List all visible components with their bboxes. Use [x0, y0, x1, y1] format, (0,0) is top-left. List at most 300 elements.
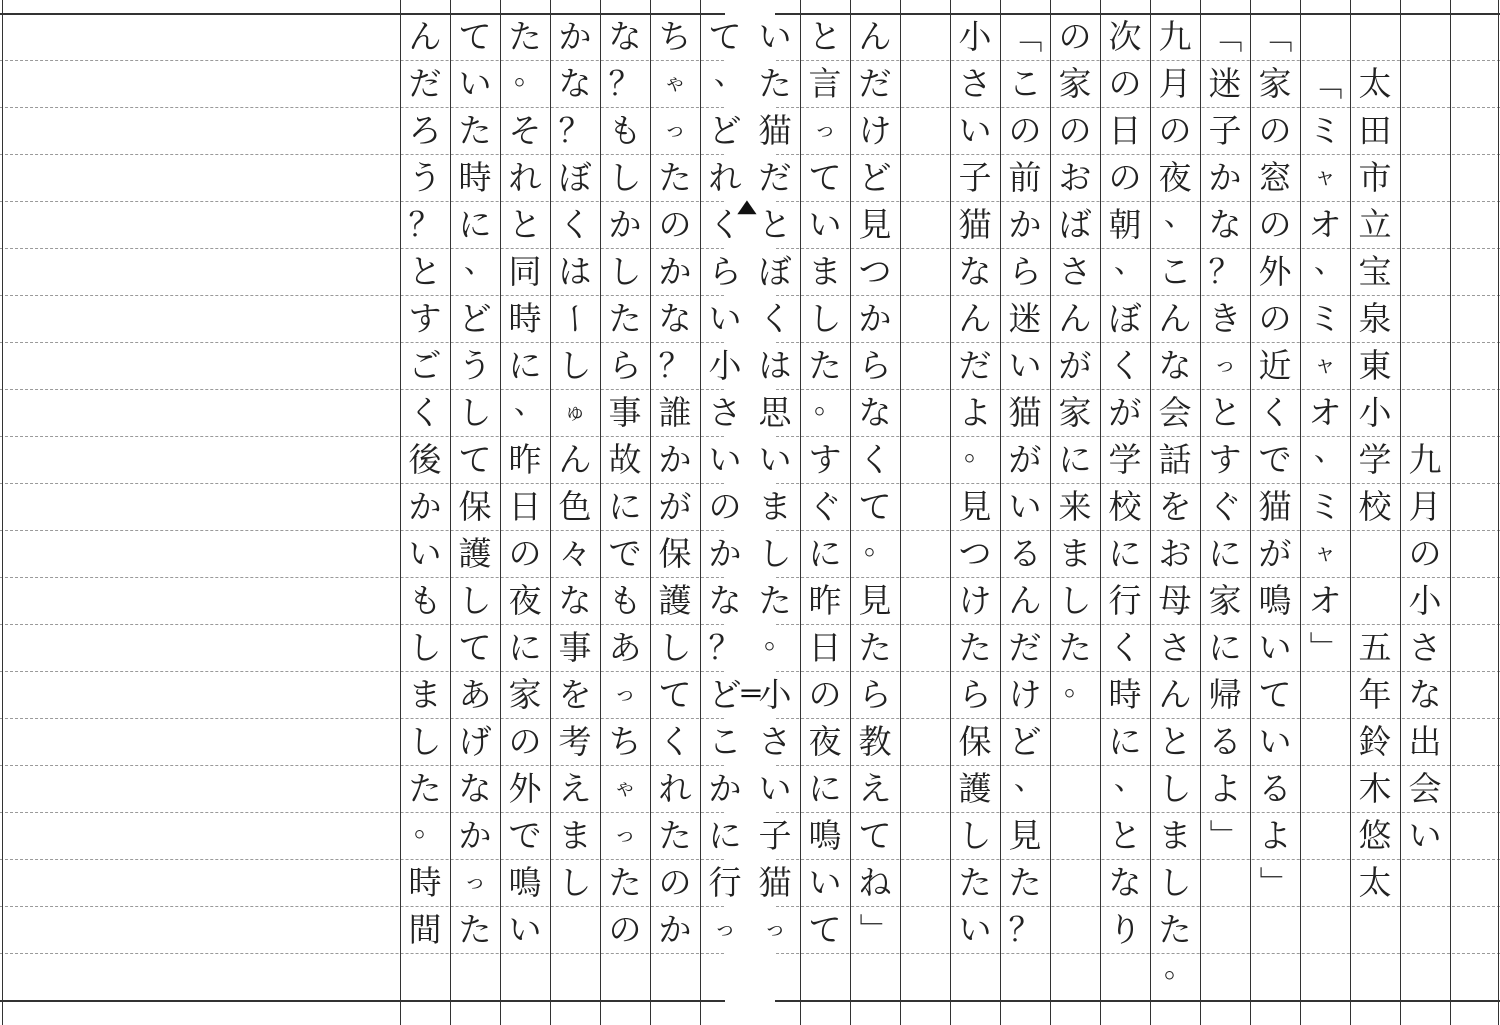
manuscript-char: 泉 — [1358, 299, 1392, 338]
gutter-mark-top: ▲ — [737, 196, 757, 217]
manuscript-char: う — [458, 346, 492, 385]
manuscript-char: ？ — [1208, 252, 1242, 291]
manuscript-char: な — [1158, 346, 1192, 385]
manuscript-char: い — [958, 111, 992, 150]
manuscript-char: と — [1208, 393, 1242, 432]
gutter-mark-middle: ＝ — [738, 680, 765, 710]
manuscript-char: た — [608, 299, 642, 338]
manuscript-char: つ — [958, 534, 992, 573]
manuscript-char: 間 — [408, 910, 442, 949]
manuscript-char: 、 — [514, 386, 544, 421]
manuscript-char: 田 — [1358, 111, 1392, 150]
manuscript-char: に — [708, 816, 742, 855]
manuscript-char: ぐ — [1208, 487, 1242, 526]
manuscript-char: い — [1008, 487, 1042, 526]
manuscript-char: ど — [708, 675, 742, 714]
manuscript-char: た — [658, 816, 692, 855]
manuscript-char: し — [1158, 769, 1192, 808]
manuscript-char: る — [1258, 769, 1292, 808]
manuscript-char: ん — [958, 299, 992, 338]
manuscript-char: 後 — [408, 440, 442, 479]
manuscript-char: の — [1108, 158, 1142, 197]
manuscript-char: 九 — [1408, 440, 1442, 479]
manuscript-char: え — [558, 769, 592, 808]
manuscript-char: ミ — [1308, 487, 1342, 526]
manuscript-char: だ — [1008, 628, 1042, 667]
manuscript-char: さ — [1058, 252, 1092, 291]
manuscript-char: え — [858, 769, 892, 808]
manuscript-char: 色 — [558, 487, 592, 526]
manuscript-char: 市 — [1358, 158, 1392, 197]
manuscript-char: て — [658, 675, 692, 714]
manuscript-char: た — [458, 111, 492, 150]
manuscript-char: 、 — [1114, 245, 1144, 280]
manuscript-char: お — [1058, 158, 1092, 197]
manuscript-char: い — [1408, 816, 1442, 855]
manuscript-char: か — [658, 252, 692, 291]
manuscript-char: と — [508, 205, 542, 244]
manuscript-char: し — [758, 534, 792, 573]
manuscript-char: ち — [658, 17, 692, 56]
manuscript-char: さ — [708, 393, 742, 432]
manuscript-char: か — [558, 17, 592, 56]
manuscript-char: な — [708, 581, 742, 620]
manuscript-char: ゃ — [663, 70, 686, 96]
manuscript-char: る — [1208, 722, 1242, 761]
manuscript-char: い — [1258, 628, 1292, 667]
manuscript-char: 。 — [964, 433, 994, 468]
manuscript-char: 学 — [1358, 440, 1392, 479]
manuscript-char: に — [808, 534, 842, 573]
manuscript-char: 故 — [608, 440, 642, 479]
manuscript-char: れ — [708, 158, 742, 197]
manuscript-char: 月 — [1408, 487, 1442, 526]
manuscript-char: が — [1108, 393, 1142, 432]
manuscript-char: 宝 — [1358, 252, 1392, 291]
manuscript-char: な — [608, 17, 642, 56]
manuscript-char: 東 — [1358, 346, 1392, 385]
manuscript-char: 、 — [464, 245, 494, 280]
manuscript-char: 。 — [814, 386, 844, 421]
manuscript-char: ら — [608, 346, 642, 385]
manuscript-char: た — [958, 628, 992, 667]
manuscript-char: い — [408, 534, 442, 573]
manuscript-char: 、 — [1314, 433, 1344, 468]
manuscript-char: ご — [408, 346, 442, 385]
manuscript-char: 鳴 — [508, 863, 542, 902]
manuscript-char: 校 — [1108, 487, 1142, 526]
manuscript-char: 護 — [458, 534, 492, 573]
manuscript-char: 時 — [508, 299, 542, 338]
manuscript-char: 日 — [808, 628, 842, 667]
manuscript-char: ミ — [1308, 299, 1342, 338]
manuscript-char: 、 — [1014, 762, 1044, 797]
manuscript-char: ャ — [1313, 352, 1336, 378]
manuscript-char: た — [458, 910, 492, 949]
manuscript-char: く — [1258, 393, 1292, 432]
manuscript-char: た — [408, 769, 442, 808]
manuscript-char: 行 — [1108, 581, 1142, 620]
manuscript-char: の — [808, 675, 842, 714]
manuscript-char: 立 — [1358, 205, 1392, 244]
manuscript-char: 子 — [958, 158, 992, 197]
manuscript-char: ら — [858, 675, 892, 714]
manuscript-char: オ — [1308, 205, 1342, 244]
manuscript-char: っ — [813, 117, 836, 143]
manuscript-char: 家 — [1258, 64, 1292, 103]
grid-column-line — [1450, 0, 1451, 1025]
manuscript-char: あ — [608, 628, 642, 667]
manuscript-char: し — [1058, 581, 1092, 620]
manuscript-char: 、 — [1114, 762, 1144, 797]
manuscript-char: く — [758, 299, 792, 338]
manuscript-char: 小 — [958, 17, 992, 56]
manuscript-char: だ — [758, 158, 792, 197]
manuscript-char: な — [558, 64, 592, 103]
grid-column-line — [900, 0, 901, 1025]
manuscript-char: て — [458, 440, 492, 479]
manuscript-char: し — [808, 299, 842, 338]
manuscript-char: の — [658, 205, 692, 244]
manuscript-char: 猫 — [958, 205, 992, 244]
manuscript-char: く — [408, 393, 442, 432]
manuscript-char: 「 — [1005, 20, 1045, 53]
manuscript-char: 五 — [1358, 628, 1392, 667]
manuscript-char: 同 — [508, 252, 542, 291]
manuscript-char: っ — [663, 117, 686, 143]
manuscript-char: ん — [1158, 675, 1192, 714]
manuscript-char: 迷 — [1208, 64, 1242, 103]
manuscript-char: の — [1258, 205, 1292, 244]
manuscript-char: 家 — [1058, 64, 1092, 103]
manuscript-char: ぼ — [758, 252, 792, 291]
manuscript-char: た — [758, 581, 792, 620]
manuscript-char: 見 — [858, 205, 892, 244]
manuscript-char: な — [858, 393, 892, 432]
manuscript-char: く — [558, 205, 592, 244]
manuscript-char: し — [408, 722, 442, 761]
manuscript-char: に — [458, 205, 492, 244]
manuscript-char: つ — [858, 252, 892, 291]
manuscript-char: っ — [1213, 352, 1236, 378]
manuscript-char: て — [458, 628, 492, 667]
manuscript-char: さ — [758, 722, 792, 761]
manuscript-char: 校 — [1358, 487, 1392, 526]
manuscript-char: か — [1008, 205, 1042, 244]
manuscript-char: 会 — [1158, 393, 1192, 432]
manuscript-char: く — [658, 722, 692, 761]
manuscript-char: の — [1158, 111, 1192, 150]
manuscript-char: 外 — [508, 769, 542, 808]
manuscript-char: の — [1258, 299, 1292, 338]
grid-column-line — [2, 0, 3, 1025]
manuscript-char: ー — [555, 302, 595, 335]
manuscript-char: に — [1208, 534, 1242, 573]
manuscript-char: た — [608, 863, 642, 902]
manuscript-char: い — [508, 910, 542, 949]
manuscript-char: っ — [613, 822, 636, 848]
manuscript-char: く — [1108, 628, 1142, 667]
manuscript-char: 会 — [1408, 769, 1442, 808]
manuscript-char: 迷 — [1008, 299, 1042, 338]
manuscript-char: ゃ — [613, 775, 636, 801]
manuscript-char: ば — [1058, 205, 1092, 244]
manuscript-char: い — [458, 64, 492, 103]
manuscript-char: の — [608, 910, 642, 949]
manuscript-char: ろ — [408, 111, 442, 150]
manuscript-char: 日 — [508, 487, 542, 526]
manuscript-char: き — [1208, 299, 1242, 338]
manuscript-char: く — [1108, 346, 1142, 385]
manuscript-char: の — [508, 534, 542, 573]
manuscript-char: さ — [1408, 628, 1442, 667]
manuscript-char: の — [708, 487, 742, 526]
manuscript-char: 。 — [864, 527, 894, 562]
manuscript-char: が — [1058, 346, 1092, 385]
manuscript-char: か — [858, 299, 892, 338]
manuscript-char: て — [1258, 675, 1292, 714]
manuscript-char: す — [408, 299, 442, 338]
manuscript-char: ？ — [608, 64, 642, 103]
manuscript-char: た — [658, 158, 692, 197]
manuscript-char: 鈴 — [1358, 722, 1392, 761]
manuscript-char: ？ — [708, 628, 742, 667]
manuscript-char: し — [458, 581, 492, 620]
manuscript-char: 夜 — [808, 722, 842, 761]
manuscript-char: 「 — [1255, 20, 1295, 53]
manuscript-char: し — [558, 863, 592, 902]
manuscript-char: 窓 — [1258, 158, 1292, 197]
manuscript-char: に — [1208, 628, 1242, 667]
manuscript-char: 九 — [1158, 17, 1192, 56]
manuscript-char: た — [808, 346, 842, 385]
manuscript-char: ま — [408, 675, 442, 714]
manuscript-char: 猫 — [758, 863, 792, 902]
manuscript-char: ？ — [408, 205, 442, 244]
manuscript-char: 子 — [758, 816, 792, 855]
manuscript-char: す — [808, 440, 842, 479]
manuscript-char: さ — [958, 64, 992, 103]
manuscript-char: を — [1158, 487, 1192, 526]
manuscript-char: か — [658, 440, 692, 479]
manuscript-char: い — [808, 863, 842, 902]
manuscript-char: も — [608, 581, 642, 620]
manuscript-char: 前 — [1008, 158, 1042, 197]
manuscript-char: オ — [1308, 581, 1342, 620]
manuscript-char: た — [508, 17, 542, 56]
manuscript-char: り — [1108, 910, 1142, 949]
manuscript-char: 母 — [1158, 581, 1192, 620]
manuscript-char: ん — [1008, 581, 1042, 620]
manuscript-char: れ — [508, 158, 542, 197]
manuscript-char: 小 — [1408, 581, 1442, 620]
manuscript-char: 事 — [608, 393, 642, 432]
manuscript-char: か — [458, 816, 492, 855]
manuscript-char: よ — [958, 393, 992, 432]
manuscript-char: 保 — [458, 487, 492, 526]
manuscript-char: い — [758, 17, 792, 56]
manuscript-char: 誰 — [658, 393, 692, 432]
manuscript-char: し — [958, 816, 992, 855]
manuscript-char: か — [408, 487, 442, 526]
manuscript-char: 、 — [714, 57, 744, 92]
manuscript-char: て — [458, 17, 492, 56]
manuscript-char: な — [1408, 675, 1442, 714]
manuscript-char: 太 — [1358, 863, 1392, 902]
manuscript-char: す — [1208, 440, 1242, 479]
manuscript-char: だ — [858, 64, 892, 103]
manuscript-char: 昨 — [508, 440, 542, 479]
manuscript-char: と — [1158, 722, 1192, 761]
manuscript-char: て — [808, 910, 842, 949]
manuscript-char: 護 — [658, 581, 692, 620]
manuscript-char: 事 — [558, 628, 592, 667]
manuscript-char: だ — [408, 64, 442, 103]
manuscript-char: 家 — [1058, 393, 1092, 432]
manuscript-char: 、 — [1164, 198, 1194, 233]
manuscript-char: ま — [808, 252, 842, 291]
manuscript-char: こ — [1008, 64, 1042, 103]
manuscript-char: の — [1058, 111, 1092, 150]
manuscript-char: か — [608, 205, 642, 244]
manuscript-char: ど — [458, 299, 492, 338]
manuscript-char: 猫 — [1258, 487, 1292, 526]
manuscript-char: 子 — [1208, 111, 1242, 150]
manuscript-char: ん — [1058, 299, 1092, 338]
manuscript-char: 年 — [1358, 675, 1392, 714]
manuscript-char: 木 — [1358, 769, 1392, 808]
manuscript-char: い — [1008, 346, 1042, 385]
manuscript-char: 々 — [558, 534, 592, 573]
manuscript-char: た — [1058, 628, 1092, 667]
manuscript-char: 家 — [508, 675, 542, 714]
manuscript-char: な — [958, 252, 992, 291]
manuscript-char: 時 — [1108, 675, 1142, 714]
manuscript-char: 、 — [1314, 245, 1344, 280]
manuscript-char: そ — [508, 111, 542, 150]
manuscript-char: 帰 — [1208, 675, 1242, 714]
manuscript-char: 来 — [1058, 487, 1092, 526]
manuscript-char: 夜 — [1158, 158, 1192, 197]
manuscript-char: と — [758, 205, 792, 244]
manuscript-char: で — [508, 816, 542, 855]
manuscript-char: は — [558, 252, 592, 291]
manuscript-char: ま — [758, 487, 792, 526]
manuscript-char: 」 — [855, 913, 895, 946]
manuscript-char: 見 — [958, 487, 992, 526]
manuscript-char: て — [858, 487, 892, 526]
manuscript-char: 話 — [1158, 440, 1192, 479]
manuscript-char: に — [1058, 440, 1092, 479]
manuscript-char: ち — [608, 722, 642, 761]
manuscript-char: と — [808, 17, 842, 56]
manuscript-char: な — [458, 769, 492, 808]
manuscript-char: と — [1108, 816, 1142, 855]
manuscript-char: 考 — [558, 722, 592, 761]
manuscript-char: ？ — [658, 346, 692, 385]
manuscript-char: し — [608, 158, 642, 197]
manuscript-char: が — [1258, 534, 1292, 573]
manuscript-char: 見 — [858, 581, 892, 620]
manuscript-char: を — [558, 675, 592, 714]
manuscript-char: ら — [1008, 252, 1042, 291]
manuscript-char: あ — [458, 675, 492, 714]
manuscript-char: け — [858, 111, 892, 150]
manuscript-char: に — [608, 487, 642, 526]
manuscript-char: な — [1208, 205, 1242, 244]
manuscript-char: も — [408, 581, 442, 620]
manuscript-char: が — [658, 487, 692, 526]
manuscript-char: の — [1108, 64, 1142, 103]
manuscript-char: い — [1258, 722, 1292, 761]
manuscript-char: か — [708, 534, 742, 573]
manuscript-char: 近 — [1258, 346, 1292, 385]
manuscript-char: 護 — [958, 769, 992, 808]
manuscript-char: 教 — [858, 722, 892, 761]
manuscript-char: 学 — [1108, 440, 1142, 479]
manuscript-char: い — [708, 440, 742, 479]
manuscript-char: っ — [613, 681, 636, 707]
manuscript-char: し — [408, 628, 442, 667]
manuscript-char: こ — [708, 722, 742, 761]
manuscript-char: る — [1008, 534, 1042, 573]
manuscript-char: 。 — [414, 809, 444, 844]
manuscript-char: て — [808, 158, 842, 197]
manuscript-char: 見 — [1008, 816, 1042, 855]
manuscript-char: オ — [1308, 393, 1342, 432]
manuscript-char: し — [1158, 863, 1192, 902]
manuscript-char: 出 — [1408, 722, 1442, 761]
manuscript-char: く — [858, 440, 892, 479]
manuscript-char: い — [708, 299, 742, 338]
manuscript-char: も — [608, 111, 642, 150]
manuscript-char: 日 — [1108, 111, 1142, 150]
manuscript-char: ま — [1058, 534, 1092, 573]
manuscript-char: 。 — [1064, 668, 1094, 703]
manuscript-char: お — [1158, 534, 1192, 573]
manuscript-char: ら — [708, 252, 742, 291]
manuscript-char: 猫 — [758, 111, 792, 150]
manuscript-char: の — [1408, 534, 1442, 573]
manuscript-char: い — [958, 910, 992, 949]
manuscript-char: よ — [1258, 816, 1292, 855]
manuscript-char: に — [1108, 722, 1142, 761]
manuscript-char: か — [708, 769, 742, 808]
manuscript-char: ら — [958, 675, 992, 714]
manuscript-char: ん — [858, 17, 892, 56]
manuscript-char: い — [808, 205, 842, 244]
manuscript-char: か — [658, 910, 692, 949]
manuscript-char: さ — [1158, 628, 1192, 667]
manuscript-char: 保 — [658, 534, 692, 573]
manuscript-char: 悠 — [1358, 816, 1392, 855]
manuscript-char: に — [508, 628, 542, 667]
manuscript-char: て — [708, 17, 742, 56]
grid-column-line — [1498, 0, 1499, 1025]
manuscript-char: 太 — [1358, 64, 1392, 103]
manuscript-char: ん — [558, 440, 592, 479]
manuscript-char: 時 — [458, 158, 492, 197]
manuscript-char: 外 — [1258, 252, 1292, 291]
manuscript-char: 小 — [758, 675, 792, 714]
manuscript-char: か — [1208, 158, 1242, 197]
manuscript-char: い — [758, 440, 792, 479]
manuscript-char: 夜 — [508, 581, 542, 620]
manuscript-char: ？ — [1008, 910, 1042, 949]
manuscript-char: し — [658, 628, 692, 667]
manuscript-char: 小 — [708, 346, 742, 385]
manuscript-char: で — [1258, 440, 1292, 479]
